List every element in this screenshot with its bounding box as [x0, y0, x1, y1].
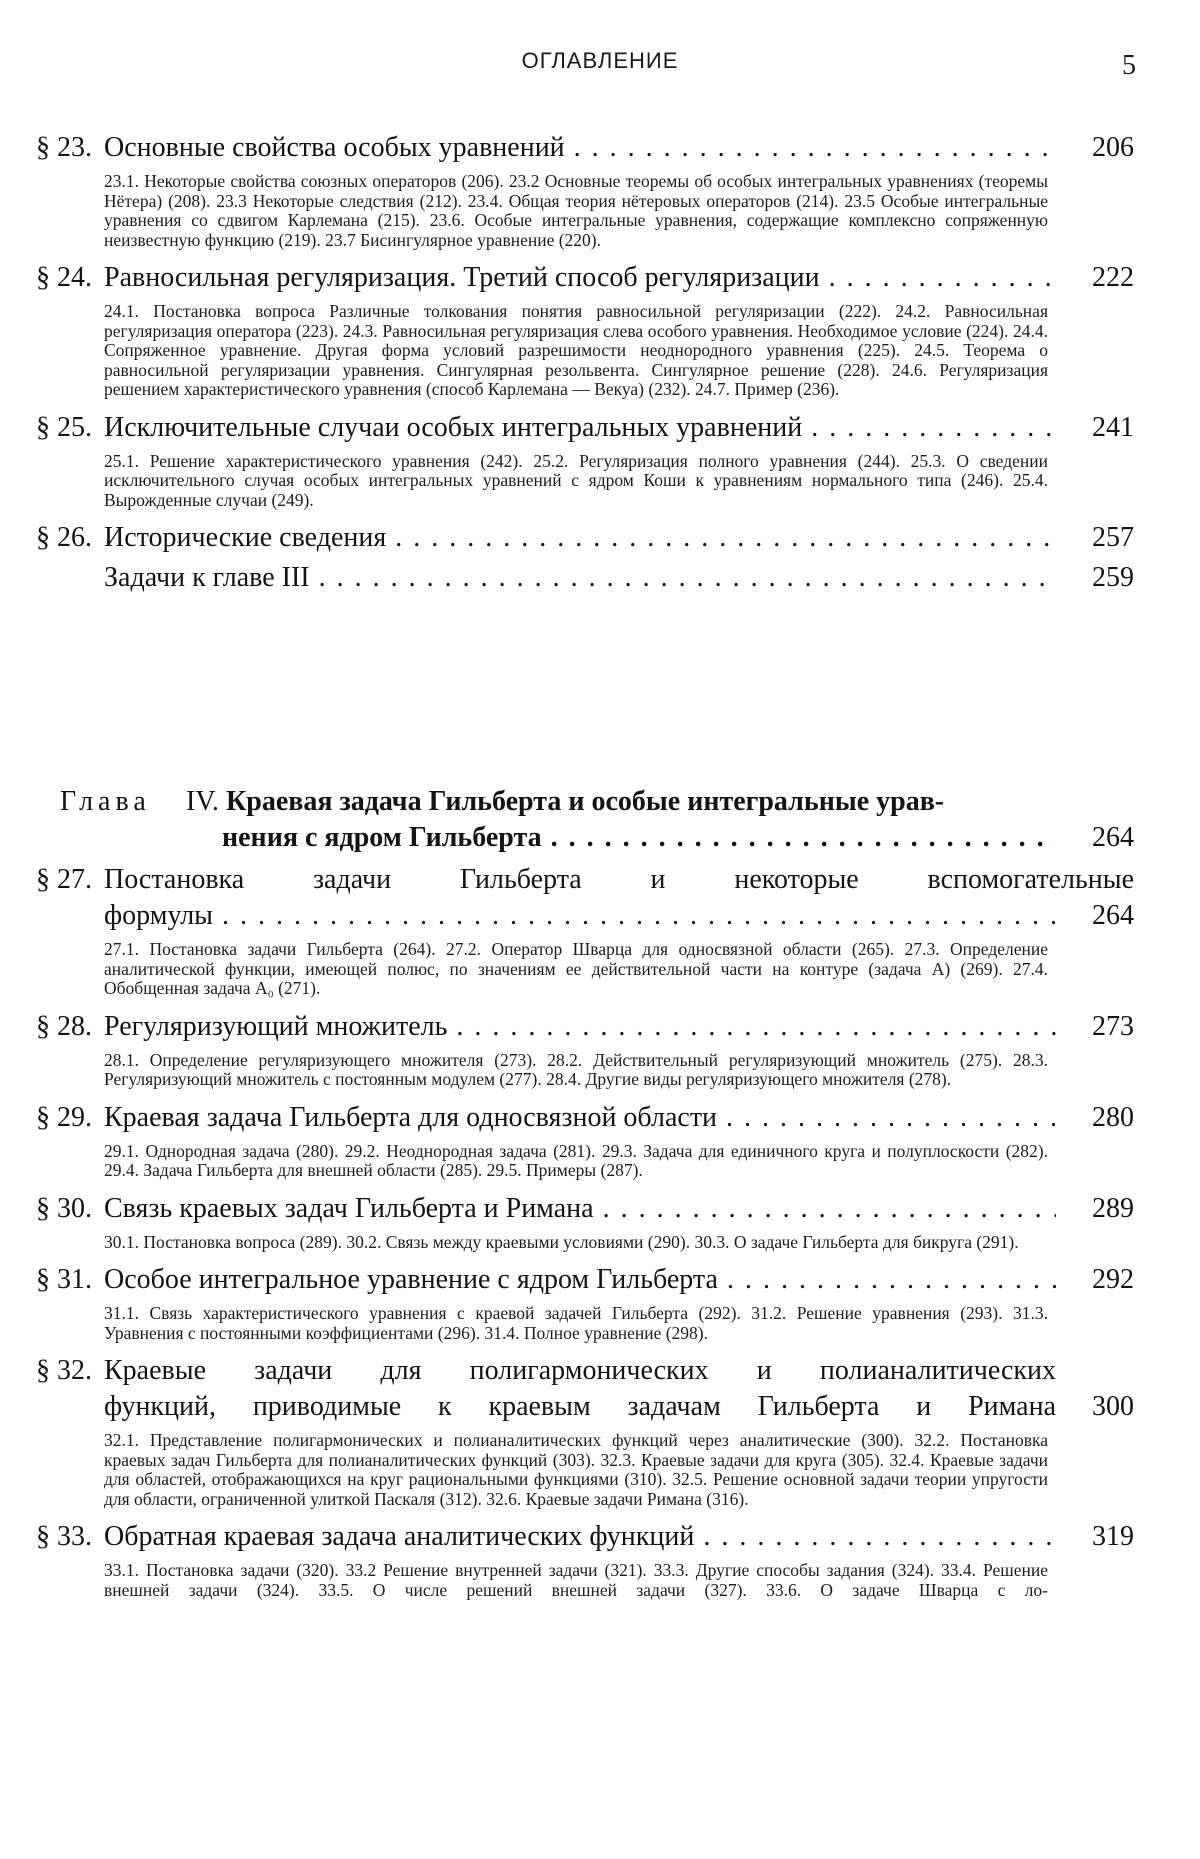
toc-entry-28[interactable] [0, 1009, 1200, 1090]
section-title: Основные свойства особых уравнений . . . [104, 130, 1056, 166]
section-page: 300 [1064, 1389, 1134, 1425]
section-number: § 31. [0, 1262, 92, 1298]
toc-entry-25[interactable] [0, 410, 1200, 511]
section-page: 273 [1064, 1009, 1134, 1045]
toc-entry-26[interactable] [0, 520, 1200, 556]
subsection-list: 25.1. Решение характеристического уравнения (242). 25.2. Регуляризация полного уравнения (244). 25.3. О сведении исключительного случая особых интегральных уравнений с ядром Коши к уравнениям нормального типа (246). 25.4. Вырожденные случаи (249). [104, 452, 1048, 511]
section-number: § 27. [0, 862, 92, 898]
chapter-page: 264 [1064, 820, 1134, 856]
section-title-line1: Краевые задачи для полигармонических и полианалитических [104, 1353, 1056, 1389]
toc-block-chapter-3 [0, 130, 1200, 596]
chapter-heading[interactable] [0, 784, 1200, 856]
subsection-list: 30.1. Постановка вопроса (289). 30.2. Связь между краевыми условиями (290). 30.3. О задаче Гильберта для бикруга (291). [104, 1233, 1048, 1253]
subsection-list: 29.1. Однородная задача (280). 29.2. Неоднородная задача (281). 29.3. Задача для единичного круга и полуплоскости (282). 29.4. Задача Гильберта для внешней области (285). 29.5. Примеры (287). [104, 1142, 1048, 1181]
section-page: 280 [1064, 1100, 1134, 1136]
section-title-line1: Постановка задачи Гильберта и некоторые вспомогательные [104, 862, 1134, 898]
toc-entry-32[interactable] [0, 1353, 1200, 1509]
section-title-line2: функций, приводимые к краевым задачам Гильберта и Римана [104, 1389, 1056, 1425]
section-page: 241 [1064, 410, 1134, 446]
section-number: § 24. [0, 260, 92, 296]
running-title: ОГЛАВЛЕНИЕ [0, 48, 1200, 74]
section-page: 264 [1064, 898, 1134, 934]
section-title: Регуляризующий множитель . . . [104, 1009, 1056, 1045]
chapter-number: IV. [186, 786, 219, 817]
toc-entry-30[interactable] [0, 1191, 1200, 1253]
section-number: § 30. [0, 1191, 92, 1227]
chapter-title-line2: нения с ядром Гильберта . . . [222, 822, 1056, 853]
toc-block-chapter-4 [0, 862, 1200, 1600]
section-title: Исключительные случаи особых интегральных уравнений . . . [104, 410, 1056, 446]
subsection-list: 24.1. Постановка вопроса Различные толкования понятия равносильной регуляризации (222). 24.2. Равносильная регуляризация оператора (223). 24.3. Равносильная регуляризация слева особого уравнения. Необходимое условие (224). 24.4. Сопряженное уравнение. Другая форма условий разрешимости неоднородного уравнения (225). 24.5. Теорема о равносильной регуляризации уравнения. Сингулярная резольвента. Сингулярное решение (228). 24.6. Регуляризация решением характеристического уравнения (способ Карлемана — Векуа) (232). 24.7. Пример (236). [104, 302, 1048, 400]
toc-entry-tasks[interactable] [0, 560, 1200, 596]
section-title: Особое интегральное уравнение с ядром Гильберта . . . [104, 1262, 1056, 1298]
tasks-title: Задачи к главе III . . . [104, 560, 1056, 596]
subsection-list: 23.1. Некоторые свойства союзных операторов (206). 23.2 Основные теоремы об особых интегральных уравнениях (теоремы Нётера) (208). 23.3 Некоторые следствия (212). 23.4. Общая теория нётеровых операторов (214). 23.5 Особые интегральные уравнения со сдвигом Карлемана (215). 23.6. Особые интегральные уравнения, содержащие комплексно сопряженную неизвестную функцию (219). 23.7 Бисингулярное уравнение (220). [104, 172, 1048, 250]
section-number: § 28. [0, 1009, 92, 1045]
subsection-list: 27.1. Постановка задачи Гильберта (264). 27.2. Оператор Шварца для односвязной области (265). 27.3. Определение аналитической функции, имеющей полюс, по значениям ее действительной части на контуре (задача А) (269). 27.4. Обобщенная задача А₀ (271). [104, 940, 1048, 999]
toc-entry-23[interactable] [0, 130, 1200, 250]
section-number: § 26. [0, 520, 92, 556]
toc-entry-31[interactable] [0, 1262, 1200, 1343]
section-title: Исторические сведения . . . [104, 520, 1056, 556]
subsection-list: 31.1. Связь характеристического уравнения с краевой задачей Гильберта (292). 31.2. Решение уравнения (293). 31.3. Уравнения с постоянными коэффициентами (296). 31.4. Полное уравнение (298). [104, 1304, 1048, 1343]
section-number: § 25. [0, 410, 92, 446]
toc-entry-29[interactable] [0, 1100, 1200, 1181]
section-page: 257 [1064, 520, 1134, 556]
chapter-title-line1: Краевая задача Гильберта и особые интегральные урав- [226, 786, 944, 817]
section-page: 319 [1064, 1519, 1134, 1555]
section-number: § 29. [0, 1100, 92, 1136]
section-page: 206 [1064, 130, 1134, 166]
section-number: § 33. [0, 1519, 92, 1555]
section-number: § 23. [0, 130, 92, 166]
page-number: 5 [1096, 50, 1136, 82]
section-title: Обратная краевая задача аналитических функций . . . [104, 1519, 1056, 1555]
section-page: 222 [1064, 260, 1134, 296]
section-title: Краевая задача Гильберта для односвязной области . . . [104, 1100, 1056, 1136]
tasks-page: 259 [1064, 560, 1134, 596]
toc-entry-33[interactable] [0, 1519, 1200, 1600]
section-title: Равносильная регуляризация. Третий способ регуляризации . . . [104, 260, 1056, 296]
section-page: 292 [1064, 1262, 1134, 1298]
section-number: § 32. [0, 1353, 92, 1389]
subsection-list: 33.1. Постановка задачи (320). 33.2 Решение внутренней задачи (321). 33.3. Другие способы задания (324). 33.4. Решение внешней задачи (324). 33.5. О числе решений внешней задачи (327). 33.6. О задаче Шварца с ло- [104, 1561, 1048, 1600]
subsection-list: 28.1. Определение регуляризующего множителя (273). 28.2. Действительный регуляризующий множитель (275). 28.3. Регуляризующий множитель с постоянным модулем (277). 28.4. Другие виды регуляризующего множителя (278). [104, 1051, 1048, 1090]
toc-page [0, 0, 1200, 1859]
toc-entry-27[interactable] [0, 862, 1200, 999]
section-page: 289 [1064, 1191, 1134, 1227]
subsection-list: 32.1. Представление полигармонических и полианалитических функций через аналитические (300). 32.2. Постановка краевых задач Гильберта для полианалитических функций (303). 32.3. Краевые задачи для круга (305). 32.4. Краевые задачи для областей, отображающихся на круг рациональными функциями (310). 32.5. Решение основной задачи теории упругости для области, ограниченной улиткой Паскаля (312). 32.6. Краевые задачи Римана (316). [104, 1431, 1048, 1509]
section-title: Связь краевых задач Гильберта и Римана . . . [104, 1191, 1056, 1227]
chapter-label: Глава [60, 784, 210, 820]
toc-entry-24[interactable] [0, 260, 1200, 400]
section-title-line2: формулы . . . [104, 898, 1056, 934]
